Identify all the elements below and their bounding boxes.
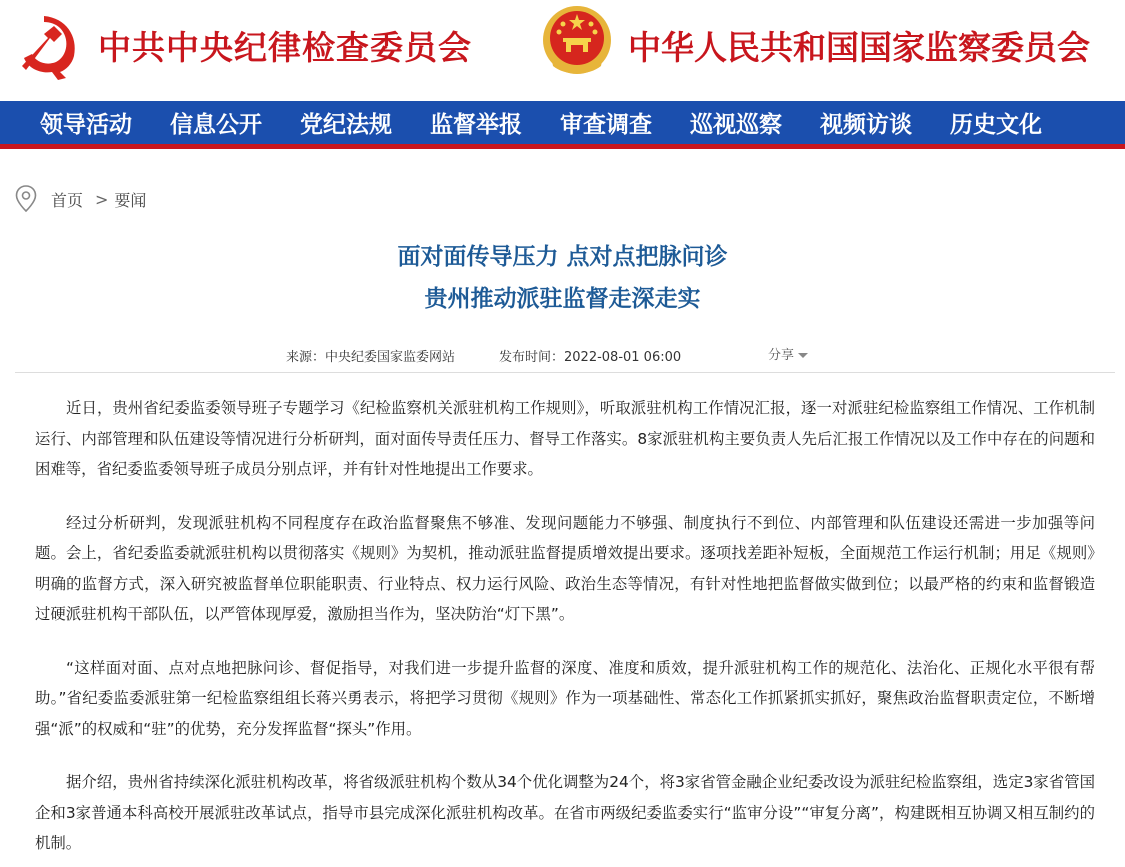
breadcrumb-current-link[interactable]: 要闻 [114,190,147,210]
article-source: 来源：中央纪委国家监委网站 [286,350,456,365]
nav-item-leadership[interactable]: 领导活动 [40,111,132,138]
nav-item-inspection[interactable]: 巡视巡察 [690,111,782,138]
state-org-name: 中华人民共和国国家监察委员会 [628,28,1090,67]
article-meta [0,343,1125,365]
share-button[interactable] [768,344,808,363]
article-paragraph: “这样面对面、点对点地把脉问诊、督促指导，对我们进一步提升监督的深度、准度和质效，提升派驻机构工作的规范化、法治化、正规化水平很有帮助。”省纪委监委派驻第一纪检监察组组长蒋兴勇表示，将把学习贯彻《规则》作为一项基础性、常态化工作抓紧抓实抓好，聚焦政治监督职责定位，不断增强“派”的权威和“驻”的优势，充分发挥监督“探头”作用。 [35,658,1095,738]
nav-item-video-interview[interactable]: 视频访谈 [820,111,912,138]
article-body [35,393,1095,867]
national-emblem-icon [541,4,613,78]
party-org-name: 中共中央纪律检查委员会 [98,28,472,67]
breadcrumb [15,184,146,214]
article-publish-time: 发布时间：2022-08-01 06:00 [499,350,682,365]
main-nav [0,101,1125,149]
nav-item-investigation[interactable]: 审查调查 [560,111,652,138]
article-paragraph: 经过分析研判，发现派驻机构不同程度存在政治监督聚焦不够准、发现问题能力不够强、制度执行不到位、内部管理和队伍建设还需进一步加强等问题。会上，省纪委监委就派驻机构以贯彻落实《规则》为契机，推动派驻监督提质增效提出要求。逐项找差距补短板，全面规范工作运行机制；用足《规则》明确的监督方式，深入研究被监督单位职能职责、行业特点、权力运行风险、政治生态等情况，有针对性地把监督做实做到位；以最严格的约束和监督锻造过硬派驻机构干部队伍，以严管体现厚爱，激励担当作为，坚决防治“灯下黑”。 [35,513,1095,623]
nav-item-supervision-report[interactable]: 监督举报 [430,111,522,138]
breadcrumb-home-link[interactable]: 首页 [51,190,84,210]
nav-item-history-culture[interactable]: 历史文化 [950,111,1042,138]
share-label: 分享 [768,348,795,363]
meta-divider [15,372,1115,373]
article-title-line-2: 贵州推动派驻监督走深走实 [424,286,701,312]
article-title-line-1: 面对面传导压力 点对点把脉问诊 [397,244,728,270]
nav-item-info-disclosure[interactable]: 信息公开 [170,111,262,138]
breadcrumb-separator: > [95,189,109,209]
nav-item-party-regulations[interactable]: 党纪法规 [300,111,392,138]
location-pin-icon [15,185,37,213]
article-paragraph: 据介绍，贵州省持续深化派驻机构改革，将省级派驻机构个数从34个优化调整为24个，将3家省管金融企业纪委改设为派驻纪检监察组，选定3家省管国企和3家普通本科高校开展派驻改革试点，指导市县完成深化派驻机构改革。在省市两级纪委监委实行“监审分设”“审复分离”，构建既相互协调又相互制约的机制。 [35,773,1095,852]
article-paragraph: 近日，贵州省纪委监委领导班子专题学习《纪检监察机关派驻机构工作规则》，听取派驻机构工作情况汇报，逐一对派驻纪检监察组工作情况、工作机制运行、内部管理和队伍建设等情况进行分析研判，面对面传导责任压力、督导工作落实。8家派驻机构主要负责人先后汇报工作情况以及工作中存在的问题和困难等，省纪委监委领导班子成员分别点评，并有针对性地提出工作要求。 [35,399,1095,478]
chevron-down-icon [798,353,808,358]
site-header [0,0,1125,100]
party-emblem-icon [14,8,86,80]
article-title [0,236,1125,320]
